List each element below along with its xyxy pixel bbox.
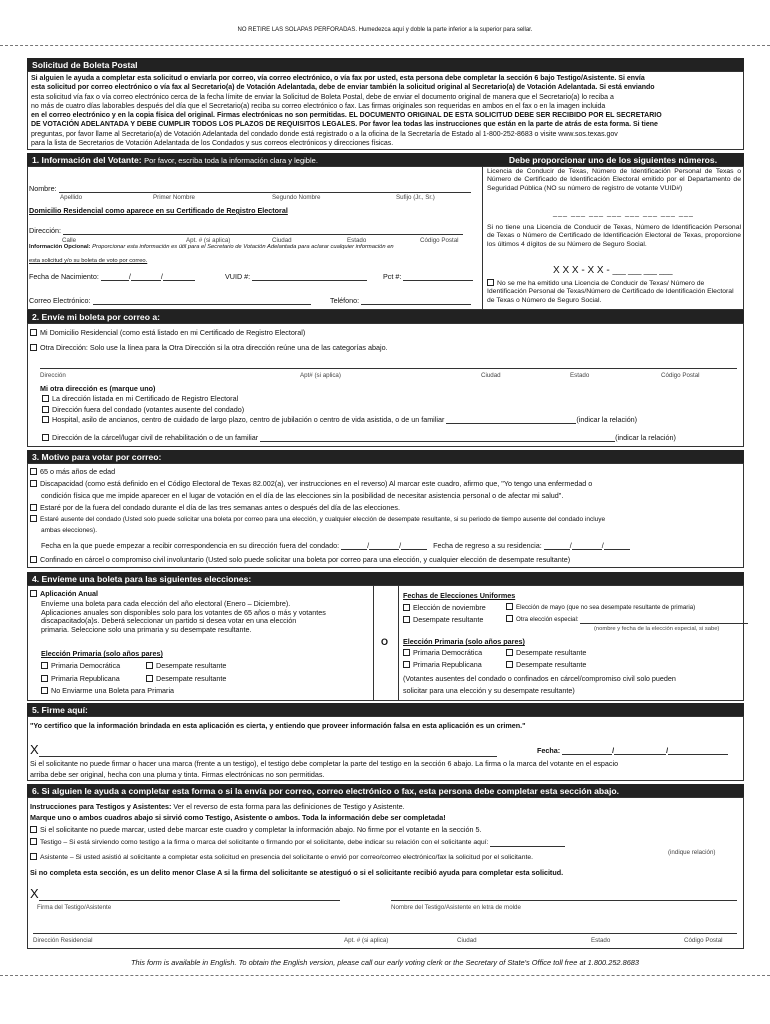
intro-line: Si alguien le ayuda a completar esta solicitud o enviarla por correo, vía correo electrónico, o vía fax por usted, esta persona debe completar la sección 6 bajo Testigo/Asistente. Si envía — [31, 75, 645, 82]
section-2-header: 2. Envíe mi boleta por correo a: — [27, 310, 744, 323]
intro-line: en el correo electrónico y en la copia física del original. Firmas electrónicas no son permitidas. EL DOCUMENTO ORIGINAL DE ESTA SOLICITUD DEBE SER RECIBIDO POR EL SECRETARIO — [31, 112, 662, 120]
info-opcional — [29, 244, 394, 251]
or-label: O — [381, 637, 389, 647]
calle-label: Calle — [62, 237, 77, 244]
s4-aa1: Envíeme una boleta para cada elección del año electoral (Enero – Diciembre). — [41, 599, 291, 608]
s6-c2-text: Testigo – Si está sirviendo como testigo a la firma o marca del solicitante o firmando por el solicitante, debe indicar su relación con el solicitante aquí: — [40, 839, 489, 846]
s3-return-yy[interactable] — [604, 542, 630, 550]
s2-dir-label: Dirección — [40, 372, 66, 379]
email-label: Correo Electrónico: — [29, 296, 91, 305]
info-opc-label: Información Opcional: — [29, 244, 91, 250]
id-header: Debe proporcionar uno de los siguientes números. — [482, 153, 744, 166]
nombre-label: Nombre: — [29, 184, 57, 193]
section-4-header: 4. Envíeme una boleta para las siguientes elecciones: — [27, 572, 744, 585]
s2-c1 — [42, 394, 238, 403]
s4-vac2: solicitar para una elección y su desempate resultante) — [403, 686, 575, 695]
section-3-header: 3. Motivo para votar por correo: — [27, 450, 744, 463]
pct-field[interactable] — [403, 273, 473, 281]
s6-apt-label: Apt. # (si aplica) — [344, 937, 389, 944]
testigo-checkbox[interactable] — [30, 838, 37, 845]
s3-r1 — [30, 467, 115, 476]
s4-oe — [506, 615, 748, 624]
pct-label: Pct #: — [383, 272, 402, 281]
divider — [373, 585, 374, 701]
s3-r2b: condición física que me impide aparecer en el lugar de votación en el día de las elecciones sin la posibilidad de necesitar asistencia personal o de afectar mi salud". — [41, 491, 564, 500]
intro-line: DE VOTACIÓN ADELANTADA Y DEBE CUMPLIR TODOS LOS PLAZOS DE REQUISITOS LEGALES. Por favor lea todas las instrucciones que están en la parte de atrás de esta forma. Si tiene — [31, 121, 658, 129]
s3-r6-text: Confinado en cárcel o compromiso civil involuntario (Usted solo puede solicitar una boleta por correo para una elección, y cualquier elección de desempate resultante) — [40, 555, 571, 564]
direccion-row — [29, 226, 463, 235]
s2-c4-relation[interactable] — [260, 434, 615, 442]
s6-x: X — [30, 886, 39, 901]
s4-dr1-text: Desempate resultante — [156, 661, 227, 670]
s4-dr4 — [506, 648, 586, 657]
s3-r3-checkbox[interactable] — [30, 504, 37, 511]
s4-pr2-checkbox[interactable] — [403, 661, 410, 668]
s2-c4-text: Dirección de la cárcel/lugar civil de rehabilitación o de un familiar — [52, 433, 259, 442]
s2-apt-label: Apt# (si aplica) — [300, 372, 341, 379]
s4-ep2-label: Elección Primaria (solo años pares) — [403, 637, 525, 646]
s4-vac: (Votantes ausentes del condado o confinados en cárcel/compromiso civil solo pueden — [403, 674, 676, 683]
s5-fecha-label: Fecha: — [537, 746, 561, 755]
s4-dr5 — [506, 660, 586, 669]
s2-o2-text: Otra Dirección: Solo use la línea para la Otra Dirección si la otra dirección reúne una de las categorías abajo. — [40, 343, 388, 352]
s4-ne-text: No Enviarme una Boleta para Primaria — [51, 686, 175, 695]
s2-c2-text: Dirección fuera del condado (votantes ausente del condado) — [52, 405, 245, 414]
s4-oe-checkbox[interactable] — [506, 615, 513, 622]
s6-rel: (indique relación) — [668, 849, 716, 856]
s6-c1-checkbox[interactable] — [30, 826, 37, 833]
s2-c3-text: Hospital, asilo de ancianos, centro de cuidado de largo plazo, centro de jubilación o centro de vida asistida, o de un familiar — [52, 415, 445, 424]
s6-c1 — [30, 825, 481, 834]
s6-c2 — [30, 838, 565, 847]
s2-c1-text: La dirección listada en mi Certificado de Registro Electoral — [52, 394, 239, 403]
s3-r4-text: Estaré ausente del condado (Usted solo puede solicitar una boleta por correo para una elección, y cualquier elección de desempate resultante, si su periodo de tiempo ausente del condado incluye — [40, 516, 606, 523]
s4-em-text: Elección de mayo (que no sea desempate resultante de primaria) — [516, 604, 696, 611]
email-field[interactable] — [93, 297, 311, 305]
s4-pd-text: Primaria Democrática — [51, 661, 121, 670]
anual-checkbox[interactable] — [30, 590, 37, 597]
s3-start-yy[interactable] — [401, 542, 427, 550]
divider — [398, 585, 399, 701]
s2-c2-checkbox[interactable] — [42, 406, 49, 413]
witness-signature-field[interactable] — [39, 900, 340, 901]
residencial-checkbox[interactable] — [30, 329, 37, 336]
s4-aa2: Aplicaciones anuales son disponibles solo para los votantes de 65 años o más y votantes — [41, 607, 326, 617]
nac-mm[interactable] — [101, 273, 129, 281]
s4-aa3: discapacitado(a)s. Deberá seleccionar un partido si desea votar en una elección — [41, 616, 297, 625]
segundo-label: Segundo Nombre — [272, 194, 321, 201]
s2-c3-checkbox[interactable] — [42, 416, 49, 423]
s3-r4 — [30, 515, 605, 524]
s5-fecha: Fecha: / / — [537, 746, 728, 755]
s4-ep-label: Elección Primaria (solo años pares) — [41, 649, 163, 658]
s5-yy[interactable] — [668, 747, 728, 755]
s5-x: X — [30, 742, 39, 757]
s4-dr3-checkbox[interactable] — [403, 616, 410, 623]
s3-r6 — [30, 555, 570, 564]
s4-dr5-text: Desempate resultante — [516, 660, 587, 669]
s3-r6-checkbox[interactable] — [30, 556, 37, 563]
s4-en-text: Elección de noviembre — [413, 603, 486, 612]
s6-estado-label: Estado — [591, 937, 611, 944]
s2-option-1 — [30, 328, 305, 337]
s3-return-mm[interactable] — [544, 542, 570, 550]
nombre-field[interactable] — [59, 185, 471, 193]
form-title: Solicitud de Boleta Postal — [27, 58, 744, 71]
intro-line: no más de cuatro días laborables después del día que el Secretario(a) reciba su correo electrónico o fax. Las firmas originales son requeridas en ambos en el fax o en la imagen incluida — [31, 102, 606, 110]
dl-number-field[interactable]: ___ ___ ___ ___ ___ ___ ___ ___ — [553, 208, 694, 217]
s4-dr3 — [403, 615, 483, 624]
s5-n2: arriba debe ser original, hecha con una pluma y tinta. Firmas electrónicas no son permitidas. — [30, 770, 325, 779]
witness-address-field[interactable] — [33, 933, 737, 934]
s6-nombre-label: Nombre del Testigo/Asistente en letra de molde — [391, 904, 521, 911]
s4-dr2-text: Desempate resultante — [156, 674, 227, 683]
s4-oe-text: Otra elección especial: — [516, 616, 579, 623]
vuid-field[interactable] — [252, 273, 367, 281]
id-option-2: Si no tiene una Licencia de Conducir de Texas, Número de Identificación Personal de Texas o Número de Certificado de Identificación Electoral de Texas, proporcione los últimos 4 dígitos de su Número de Seguro Social. — [487, 224, 741, 248]
perforation-line — [0, 45, 770, 46]
s4-pr — [41, 674, 120, 683]
s3-r4-checkbox[interactable] — [30, 515, 37, 522]
s6-firma-label: Firma del Testigo/Asistente — [37, 904, 112, 911]
s3-r2 — [30, 479, 592, 488]
nac-yyyy[interactable] — [163, 273, 195, 281]
s4-pd2-checkbox[interactable] — [403, 649, 410, 656]
primer-label: Primer Nombre — [153, 194, 195, 201]
s4-ne — [41, 686, 174, 695]
ciudad-label: Ciudad — [272, 237, 292, 244]
direccion-label: Dirección: — [29, 226, 61, 235]
tel-field[interactable] — [361, 297, 471, 305]
s4-em — [506, 603, 695, 612]
sufijo-label: Sufijo (Jr., Sr.) — [396, 194, 435, 201]
email-row — [29, 296, 311, 305]
s6-c3-text: Asistente – Si usted asistió al solicitante a completar esta solicitud en presencia del solicitante o envió por correo/correo electrónico/fax la solicitud por el solicitante. — [40, 854, 534, 861]
s6-warn: Si no completa esta sección, es un delito menor Clase A si la firma del solicitante se atestiguó o si el solicitante recibió ayuda para completar esta solicitud. — [30, 868, 564, 877]
s6-i1-text: Ver el reverso de esta forma para las definiciones de Testigo y Asistente. — [173, 802, 405, 811]
s4-ns: (nombre y fecha de la elección especial, si sabe) — [594, 626, 720, 632]
vuid-row — [225, 272, 367, 281]
s1-title: 1. Información del Votante: — [32, 154, 142, 165]
s4-pd — [41, 661, 120, 670]
id-option-1: Licencia de Conducir de Texas, Número de Identificación Personal de Texas o Número de Certificado de Identificación Electoral emitido por el Departamento de Seguridad Pública (NO su número de registro de votante VUID#) — [487, 168, 741, 192]
s3-start-mm[interactable] — [341, 542, 367, 550]
divider — [482, 166, 483, 310]
section-5-header: 5. Firme aquí: — [27, 703, 744, 716]
s4-aa — [30, 589, 98, 598]
s2-option-2 — [30, 343, 388, 352]
s2-c3 — [42, 415, 637, 424]
info-opc-2: esta solicitud y/o su boleta de voto por correo. — [29, 258, 148, 264]
ssn-prefix: X X X - X X - — [553, 265, 610, 276]
s4-dr2 — [146, 674, 226, 683]
s3-r2-checkbox[interactable] — [30, 480, 37, 487]
s2-c3r-text: (indicar la relación) — [576, 415, 638, 424]
pct-row — [383, 272, 473, 281]
s3-r5b-text: Fecha de regreso a su residencia: — [433, 541, 542, 550]
s4-dr2-checkbox[interactable] — [146, 675, 153, 682]
s2-mi-label: Mi otra dirección es (marque uno) — [40, 384, 156, 393]
s4-em-checkbox[interactable] — [506, 603, 513, 610]
s3-r4b: ambas elecciones). — [41, 527, 97, 534]
apt-label: Apt. # (si aplica) — [186, 237, 231, 244]
s2-cp-label: Código Postal — [661, 372, 700, 379]
s4-pd2-text: Primaria Democrática — [413, 648, 483, 657]
s6-ciudad-label: Ciudad — [457, 937, 477, 944]
s3-r3 — [30, 503, 400, 512]
s6-dir-label: Dirección Residencial — [33, 937, 93, 944]
s6-i1 — [30, 802, 405, 811]
direccion-field[interactable] — [63, 227, 463, 235]
s6-i1-label: Instrucciones para Testigos y Asistentes: — [30, 802, 172, 811]
s4-oe-field[interactable] — [580, 616, 748, 624]
s2-estado-label: Estado — [570, 372, 590, 379]
s4-pr-text: Primaria Republicana — [51, 674, 120, 683]
domicilio-label: Domicilio Residencial como aparece en su Certificado de Registro Electoral — [29, 206, 288, 215]
intro-block — [27, 71, 744, 150]
s4-dr1-checkbox[interactable] — [146, 662, 153, 669]
s4-pr2 — [403, 660, 482, 669]
s4-pr-checkbox[interactable] — [41, 675, 48, 682]
s6-cp-label: Código Postal — [684, 937, 723, 944]
s3-r3-text: Estaré por de la fuera del condado durante el día de las tres semanas antes o después del día de las elecciones. — [40, 503, 401, 512]
s4-pr2-text: Primaria Republicana — [413, 660, 482, 669]
s4-dr5-checkbox[interactable] — [506, 661, 513, 668]
nac-dd[interactable] — [131, 273, 161, 281]
ssn-field[interactable]: ___ ___ ___ ___ — [612, 266, 673, 275]
s6-i2: Marque uno o ambos cuadros abajo si sirvió como Testigo, Asistente o ambos. Toda la información debe ser completada! — [30, 813, 446, 822]
s3-r1-checkbox[interactable] — [30, 468, 37, 475]
s4-fu-label: Fechas de Elecciones Uniformes — [403, 591, 516, 600]
s3-r5: Fecha en la que puede empezar a recibir correspondencia en su dirección fuera del condado: / / Fecha de regreso a su residencia: / / — [41, 541, 630, 550]
s3-return-dd[interactable] — [572, 542, 602, 550]
s3-start-dd[interactable] — [369, 542, 399, 550]
s4-aa-desc — [41, 600, 373, 634]
no-id-checkbox[interactable] — [487, 279, 494, 286]
ssn-row — [553, 265, 673, 278]
s2-ciudad-label: Ciudad — [481, 372, 501, 379]
id-option-3 — [487, 279, 741, 305]
asistente-checkbox[interactable] — [30, 853, 37, 860]
s2-c4 — [42, 433, 676, 442]
section-6-header: 6. Si alguien le ayuda a completar esta forma o si la envía por correo, correo electrónico o fax, esta persona debe completar esta sección abajo. — [27, 784, 744, 797]
estado-label: Estado — [347, 237, 367, 244]
s6-c1-text: Si el solicitante no puede marcar, usted debe marcar este cuadro y completar la información abajo. No firme por el votante en la sección 5. — [40, 825, 482, 834]
s4-en — [403, 603, 486, 612]
s2-c4-checkbox[interactable] — [42, 434, 49, 441]
s1-sub: Por favor, escriba toda la información clara y legible. — [144, 155, 318, 165]
s4-pd2 — [403, 648, 482, 657]
s5-cert: "Yo certifico que la información brindada en esta aplicación es cierta, y entiendo que proveer información falsa en esta aplicación es un crimen." — [30, 721, 526, 730]
s4-dr4-checkbox[interactable] — [506, 649, 513, 656]
s3-r1-text: 65 o más años de edad — [40, 467, 116, 476]
tel-label: Teléfono: — [330, 296, 360, 305]
s2-c3-relation[interactable] — [446, 416, 576, 424]
intro-line: preguntas, por favor llame al Secretario(a) de Votación Adelantada del condado donde está registrado o a la oficina de la Secretaría de Estado al 1-800-252-8683 o visite www.sos.texas.gov — [31, 130, 618, 138]
footer-note: This form is available in English. To obtain the English version, please call our early voting clerk or the Secretary of State's Office toll free at 1.800.252.8683 — [130, 958, 640, 967]
s5-n1: Si el solicitante no puede firmar o hacer una marca (frente a un testigo), el testigo debe completar la parte del testigo en la sección 6 abajo. La firma o la marca del votante en el espacio — [30, 759, 619, 768]
intro-line: esta solicitud por correo electrónico o vía fax al Secretario(a) de Votación Adelantada, debe de enviar también la solicitud original al Secretario(a) de Votación Adelantada. Si está enviando — [31, 84, 655, 92]
s4-ne-checkbox[interactable] — [41, 687, 48, 694]
otra-direccion-checkbox[interactable] — [30, 344, 37, 351]
nombre-row — [29, 184, 471, 193]
s4-en-checkbox[interactable] — [403, 604, 410, 611]
s4-dr4-text: Desempate resultante — [516, 648, 587, 657]
cp-label: Código Postal — [420, 237, 459, 244]
s4-aa-text: Aplicación Anual — [40, 589, 99, 598]
voter-signature-field[interactable] — [39, 756, 497, 757]
s4-dr1 — [146, 661, 226, 670]
nacimiento-row: Fecha de Nacimiento: / / — [29, 272, 195, 281]
top-note: NO RETIRE LAS SOLAPAS PERFORADAS. Humedezca aquí y doble la parte inferior a la superior para sellar. — [237, 27, 533, 33]
s4-aa4: primaria. Seleccione solo una primaria y su desempate resultante. — [41, 624, 252, 634]
nac-label: Fecha de Nacimiento: — [29, 272, 99, 281]
relation-field[interactable] — [490, 839, 565, 847]
no-id-text: No se me ha emitido una Licencia de Conducir de Texas/ Número de Identificación Personal de Texas/Número de Certificado de Identificación Electoral de Texas o Número de Seguro Social. — [487, 280, 734, 304]
s5-mm[interactable] — [562, 747, 612, 755]
intro-line: para la lista de Secretarios de Votación Adelantada de los Condados y sus correos electrónicos y direcciones físicas. — [31, 140, 394, 148]
s2-c1-checkbox[interactable] — [42, 395, 49, 402]
section-1-header — [27, 153, 482, 166]
s6-c3 — [30, 853, 533, 862]
tel-row — [330, 296, 471, 305]
s2-c4r-text: (indicar la relación) — [615, 433, 676, 442]
apellido-label: Apellido — [60, 194, 83, 201]
s2-o1-text: Mi Domicilio Residencial (como está listado en mi Certificado de Registro Electoral) — [40, 328, 306, 337]
vuid-label: VUID #: — [225, 272, 251, 281]
perforation-line-bottom — [0, 975, 770, 976]
s4-pd-checkbox[interactable] — [41, 662, 48, 669]
s2-c2 — [42, 405, 244, 414]
witness-name-field[interactable] — [391, 900, 737, 901]
otra-direccion-field[interactable] — [40, 368, 737, 369]
s4-dr3-text: Desempate resultante — [413, 615, 484, 624]
s3-r2-text: Discapacidad (como está definido en el Código Electoral de Texas 82.002(a), ver instrucciones en el reverso) Al marcar este cuadro, afirmo que, "Yo tengo una enfermedad o — [40, 479, 593, 488]
s5-dd[interactable] — [614, 747, 666, 755]
s3-r5-text: Fecha en la que puede empezar a recibir correspondencia en su dirección fuera del condado: — [41, 541, 340, 550]
intro-line: esta solicitud vía fax o vía correo electrónico cerca de la fecha límite de enviar la Solicitud de Boleta Postal, debe de enviar el documento original de manera que el Secretario(a) lo reciba a — [31, 93, 614, 101]
info-opc-text: Proporcionar esta información es útil para el Secretario de Votación Adelantada para aclarar cualquier información en — [92, 244, 394, 250]
